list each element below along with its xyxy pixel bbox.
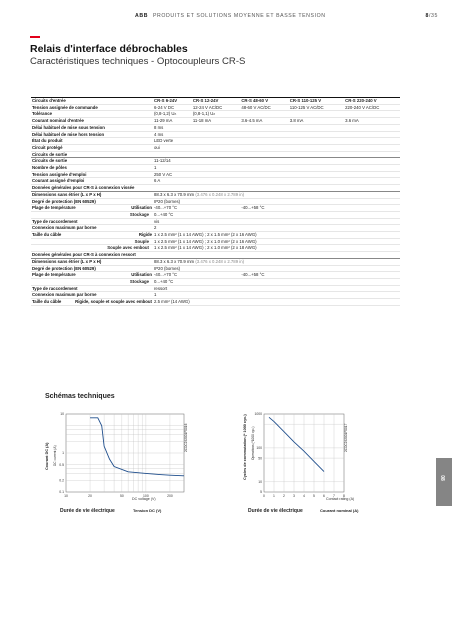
spec-header-cell: CR-S 110-125 V — [289, 98, 344, 105]
x-tick-label: 20 — [88, 494, 92, 498]
spec-cell: -40...+58 °C — [240, 272, 400, 279]
spec-cell: Souple — [31, 238, 153, 245]
spec-cell — [344, 144, 400, 151]
y-tick-label: 10 — [258, 479, 262, 484]
spec-cell: 110-125 V AC/DC — [289, 104, 344, 111]
chart1-code: 2CDC292001F0016 — [184, 423, 188, 452]
spec-row — [31, 191, 400, 198]
page-total: /35 — [428, 13, 438, 19]
x-tick-label: 200 — [167, 494, 173, 498]
spec-cell: vis — [153, 218, 400, 225]
spec-cell — [240, 131, 288, 138]
y-tick-label: 1000 — [254, 412, 262, 417]
spec-cell — [289, 138, 344, 145]
spec-row — [31, 218, 400, 225]
y-tick-label: 10 — [60, 412, 64, 417]
chart2-ylabel-small: Operations (*1000 cyc.) — [251, 426, 255, 460]
x-tick-label: 5 — [313, 494, 315, 498]
spec-cell: 3.6 mA — [344, 118, 400, 125]
spec-table — [31, 97, 400, 306]
spec-cell: État du produit — [31, 138, 153, 145]
spec-row — [31, 178, 400, 185]
spec-cell: 6-24 V DC — [153, 104, 192, 111]
section-title: Circuits de sortie — [31, 151, 400, 158]
spec-row — [31, 245, 400, 252]
spec-row — [31, 138, 400, 145]
chart1-title: Durée de vie électrique — [60, 508, 115, 514]
dim-value: 88.3 x 6.3 x 70.9 mm — [154, 191, 195, 197]
brand-name: ABB — [135, 13, 149, 19]
spec-cell: (0,8-1,2) Uₙ — [153, 111, 192, 118]
spec-cell: 4 ms — [153, 131, 192, 138]
spec-cell: 1 x 2.5 mm² (1 x 14 AWG) ; 2 x 1.0 mm² (2 x 16 AWG) — [153, 238, 400, 245]
chart2-code: 2CDC292001F0017 — [344, 423, 348, 452]
spec-row — [31, 165, 400, 172]
spec-cell — [344, 138, 400, 145]
section-row — [31, 151, 400, 158]
x-tick-label: 10 — [64, 494, 68, 498]
spec-row — [31, 285, 400, 292]
spec-header-row — [31, 98, 400, 105]
spec-cell: LED verte — [153, 138, 192, 145]
spec-cell — [31, 232, 153, 239]
x-tick-label: 2 — [283, 494, 285, 498]
spec-cell: 8 ms — [153, 124, 192, 131]
chart2-xlabel-small: Contact rating (A) — [326, 497, 355, 501]
spec-row — [31, 258, 400, 265]
y-tick-label: 0.1 — [59, 490, 64, 495]
spec-cell: Tension assignée de commande — [31, 104, 153, 111]
spec-cell — [240, 138, 288, 145]
y-tick-label: 0.5 — [59, 462, 64, 467]
header-subtitle: PRODUITS ET SOLUTIONS MOYENNE ET BASSE TENSION — [153, 13, 326, 19]
spec-cell — [240, 124, 288, 131]
spec-row — [31, 158, 400, 165]
spec-cell: 2.5 mm² (14 AWG) — [153, 299, 400, 306]
spec-cell: Connexion maximum par borne — [31, 225, 153, 232]
spec-row — [31, 104, 400, 111]
dim-note: (3.476 x 0.248 x 2.789 in) — [195, 258, 245, 264]
spec-cell — [289, 131, 344, 138]
spec-cell: ressort — [153, 285, 400, 292]
spec-cell: Circuits de sortie — [31, 158, 153, 165]
spec-row — [31, 278, 400, 285]
page-title: Relais d'interface débrochables — [30, 43, 188, 55]
spec-cell: (0,8-1,1) Uₙ — [192, 111, 240, 118]
y-tick-label: 1 — [62, 451, 64, 456]
spec-header-cell: Circuits d'entrée — [31, 98, 153, 105]
cable-all-label: Rigide, souple et souple avec embout — [75, 299, 152, 305]
spec-cell: -40...+70 °C — [153, 205, 240, 212]
x-tick-label: 1 — [273, 494, 275, 498]
spec-cell: 3.8 mA — [289, 118, 344, 125]
chart2-title: Durée de vie électrique — [248, 508, 303, 514]
series-line — [269, 417, 324, 471]
spec-cell: Nombre de pôles — [31, 165, 153, 172]
spec-cell: Circuit protégé — [31, 144, 153, 151]
spec-header-cell: CR-S 12-24V — [192, 98, 240, 105]
temp-use-label: Utilisation — [131, 205, 152, 211]
spec-cell — [344, 111, 400, 118]
spec-cell: Stockage — [31, 278, 153, 285]
spec-cell — [192, 131, 240, 138]
spec-cell: Degré de protection (EN 60529) — [31, 265, 153, 272]
spec-cell: 1 — [153, 165, 400, 172]
chart2-xlabel: Courant nominal (A) — [320, 508, 359, 513]
spec-cell: Délai habituel de mise sous tension — [31, 124, 153, 131]
spec-row — [31, 238, 400, 245]
spec-cell: 6 A — [153, 178, 400, 185]
spec-cell: 220-240 V AC/DC — [344, 104, 400, 111]
chart1-xlabel-small: DC voltage (V) — [132, 497, 156, 501]
chart1-ylabel-small: DC current (A) — [53, 445, 57, 466]
dim-value: 88.3 x 6.3 x 70.9 mm — [154, 258, 195, 264]
spec-cell: 11-12/14 — [153, 158, 400, 165]
spec-cell — [289, 111, 344, 118]
spec-cell: -40...+58 °C — [240, 205, 400, 212]
x-tick-label: 3 — [293, 494, 295, 498]
spec-row — [31, 144, 400, 151]
spec-cell: Courant assigné d'emploi — [31, 178, 153, 185]
spec-row — [31, 205, 400, 212]
spec-cell: 2 — [153, 225, 400, 232]
spec-row — [31, 198, 400, 205]
schemas-title: Schémas techniques — [45, 393, 115, 400]
spec-cell: Stockage — [31, 211, 153, 218]
section-row — [31, 252, 400, 259]
spec-row — [31, 111, 400, 118]
spec-row — [31, 124, 400, 131]
spec-cell — [31, 205, 153, 212]
spec-row — [31, 232, 400, 239]
spec-cell — [344, 124, 400, 131]
spec-cell: Type de raccordement — [31, 218, 153, 225]
x-tick-label: 50 — [119, 494, 124, 498]
spec-cell: 11-29 mA — [153, 118, 192, 125]
temp-use-label: Utilisation — [131, 272, 152, 278]
dim-note: (3.476 x 0.248 x 2.789 in) — [195, 191, 245, 197]
spec-row — [31, 171, 400, 178]
spec-cell: IP20 (bornes) — [153, 265, 400, 272]
spec-row — [31, 225, 400, 232]
spec-cell — [240, 144, 288, 151]
spec-cell — [240, 111, 288, 118]
temp-label: Plage de température — [32, 272, 76, 278]
chart1-xlabel: Tension DC (V) — [133, 508, 162, 513]
spec-row — [31, 292, 400, 299]
spec-cell: Degré de protection (EN 60529) — [31, 198, 153, 205]
spec-cell: 1 x 2.5 mm² (1 x 14 AWG) ; 2 x 1.5 mm² (2 x 16 AWG) — [153, 232, 400, 239]
cable-rigid-label: Rigide — [138, 232, 152, 238]
x-tick-label: 4 — [303, 494, 305, 498]
spec-cell: 0...+40 °C — [153, 278, 400, 285]
y-tick-label: 50 — [258, 456, 262, 461]
spec-cell — [153, 258, 400, 265]
cable-label: Taille du câble — [32, 299, 62, 305]
spec-cell: Connexion maximum par borne — [31, 292, 153, 299]
y-tick-label: 5 — [260, 490, 262, 495]
spec-cell — [344, 131, 400, 138]
chart1-plot — [59, 412, 190, 498]
spec-cell — [192, 138, 240, 145]
spec-row — [31, 131, 400, 138]
spec-cell: Souple avec embout — [31, 245, 153, 252]
spec-cell — [31, 299, 153, 306]
x-tick-label: 100 — [143, 494, 149, 498]
spec-cell — [289, 144, 344, 151]
temp-label: Plage de température — [32, 205, 76, 211]
spec-row — [31, 211, 400, 218]
spec-cell — [192, 144, 240, 151]
page-current: 8 — [425, 13, 429, 19]
chart2-ylabel: Cycles de commutation (* 1000 cyc.) — [243, 414, 247, 480]
spec-cell — [289, 124, 344, 131]
spec-cell — [153, 191, 400, 198]
spec-cell: 1 — [153, 292, 400, 299]
y-tick-label: 100 — [256, 446, 262, 451]
page-number — [425, 13, 438, 19]
spec-header-cell: CR-S 48-60 V — [240, 98, 288, 105]
chart1-ylabel: Courant DC (A) — [45, 442, 49, 470]
section-row — [31, 185, 400, 192]
x-tick-label: 8 — [343, 494, 345, 498]
cable-label: Taille du câble — [32, 232, 62, 238]
spec-cell: 11-18 mA — [192, 118, 240, 125]
spec-header-cell: CR-S 6-24V — [153, 98, 192, 105]
spec-cell: Délai habituel de mise hors tension — [31, 131, 153, 138]
section-tab-label: 08 — [438, 475, 445, 481]
x-tick-label: 7 — [333, 494, 335, 498]
y-tick-label: 0.2 — [59, 478, 64, 483]
spec-row — [31, 118, 400, 125]
spec-cell: Dimensions sans étrier (L x P x H) — [31, 258, 153, 265]
spec-cell: Courant nominal d'entrée — [31, 118, 153, 125]
spec-row — [31, 265, 400, 272]
page-subtitle: Caractéristiques techniques - Optocoupleurs CR-S — [30, 56, 246, 67]
spec-cell: Tension assignée d'emploi — [31, 171, 153, 178]
spec-cell: Type de raccordement — [31, 285, 153, 292]
spec-cell: 12-24 V AC/DC — [192, 104, 240, 111]
spec-cell: IP20 (bornes) — [153, 198, 400, 205]
spec-cell: 48-60 V AC/DC — [240, 104, 288, 111]
x-tick-label: 0 — [263, 494, 265, 498]
section-tab[interactable] — [436, 458, 452, 506]
section-title: Données générales pour CR-S à connexion ressort — [31, 252, 400, 259]
spec-row — [31, 272, 400, 279]
spec-cell: 1 x 2.5 mm² (1 x 14 AWG) ; 2 x 1.0 mm² (2 x 18 AWG) — [153, 245, 400, 252]
spec-cell: 0...+40 °C — [153, 211, 400, 218]
chart2-plot — [254, 412, 350, 498]
spec-cell: 3.6-4.5 mA — [240, 118, 288, 125]
spec-cell: -40...+70 °C — [153, 272, 240, 279]
x-tick-label: 6 — [323, 494, 325, 498]
spec-header-cell: CR-S 220-240 V — [344, 98, 400, 105]
spec-cell — [192, 124, 240, 131]
spec-cell: 250 V AC — [153, 171, 400, 178]
spec-cell: Tolérance — [31, 111, 153, 118]
section-title: Données générales pour CR-S à connexion vissée — [31, 185, 400, 192]
spec-cell: oui — [153, 144, 192, 151]
spec-row — [31, 299, 400, 306]
spec-cell — [31, 272, 153, 279]
red-accent-bar — [30, 36, 40, 38]
spec-cell: Dimensions sans étrier (L x P x H) — [31, 191, 153, 198]
